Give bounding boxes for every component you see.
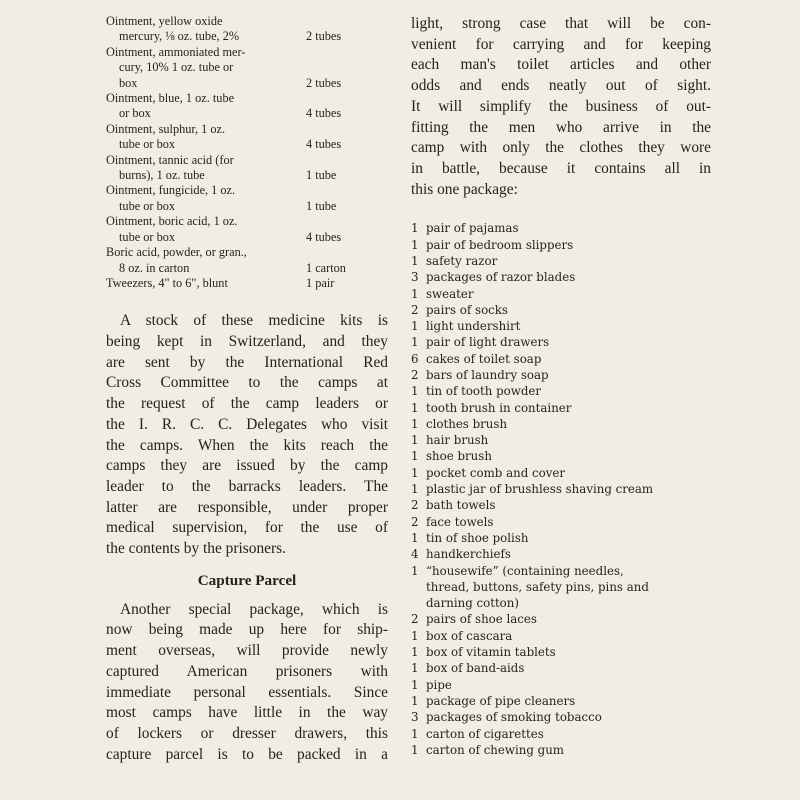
package-item-count: 1 bbox=[411, 482, 419, 497]
package-item bbox=[411, 334, 711, 350]
right-column bbox=[411, 14, 711, 758]
package-item-text bbox=[426, 546, 711, 562]
paragraph-capture-parcel bbox=[106, 600, 388, 766]
package-item-line: shoe brush bbox=[426, 449, 492, 464]
package-item bbox=[411, 253, 711, 269]
package-item-count: 1 bbox=[411, 319, 419, 334]
text-line: captured American prisoners with bbox=[106, 662, 388, 680]
package-item-line: pipe bbox=[426, 677, 452, 692]
text-line: venient for carrying and for keeping bbox=[411, 35, 711, 53]
text-line: camps they are issued by the camp bbox=[106, 457, 388, 475]
supply-item-description bbox=[106, 183, 300, 214]
package-item bbox=[411, 351, 711, 367]
package-item bbox=[411, 611, 711, 627]
package-item bbox=[411, 660, 711, 676]
package-item-count: 2 bbox=[411, 498, 419, 513]
package-item-text bbox=[426, 318, 711, 334]
section-heading-capture-parcel: Capture Parcel bbox=[197, 571, 297, 589]
text-line: the contents by the prisoners. bbox=[106, 540, 286, 558]
package-item-count: 1 bbox=[411, 693, 419, 708]
supply-item-line: Ointment, ammoniated mer- bbox=[106, 44, 246, 59]
supply-table-row bbox=[106, 153, 388, 184]
supply-item-line: tube or box bbox=[119, 229, 176, 244]
text-line: medical supervision, for the use of bbox=[106, 519, 388, 537]
package-item bbox=[411, 237, 711, 253]
supply-table-row bbox=[106, 45, 388, 91]
supply-item-line: Ointment, tannic acid (for bbox=[106, 152, 234, 167]
package-item bbox=[411, 416, 711, 432]
package-item bbox=[411, 514, 711, 530]
supply-table-row bbox=[106, 276, 388, 291]
package-item-text bbox=[426, 367, 711, 383]
text-line: light, strong case that will be con- bbox=[411, 15, 711, 32]
package-item-text bbox=[426, 334, 711, 350]
text-line: odds and ends neatly out of sight. bbox=[411, 77, 711, 95]
text-line: of lockers or dresser drawers, this bbox=[106, 724, 388, 742]
supply-item-description bbox=[106, 14, 300, 45]
package-item-count: 1 bbox=[411, 433, 419, 448]
package-item-text bbox=[426, 660, 711, 676]
package-item-line: package of pipe cleaners bbox=[426, 693, 576, 708]
package-item bbox=[411, 497, 711, 513]
package-item-line: plastic jar of brushless shaving cream bbox=[426, 482, 654, 497]
package-item bbox=[411, 530, 711, 546]
supply-item-line: tube or box bbox=[119, 198, 176, 213]
supply-item-quantity: 4 tubes bbox=[306, 106, 342, 121]
package-item-text bbox=[426, 383, 711, 399]
package-item bbox=[411, 742, 711, 758]
package-item bbox=[411, 546, 711, 562]
package-item-line: safety razor bbox=[426, 253, 498, 268]
package-item-line: hair brush bbox=[426, 433, 489, 448]
package-item bbox=[411, 432, 711, 448]
package-item-text bbox=[426, 269, 711, 285]
package-item bbox=[411, 726, 711, 742]
text-line: camp with only the clothes they wore bbox=[411, 139, 711, 157]
package-item bbox=[411, 269, 711, 285]
package-item-line: pair of bedroom slippers bbox=[426, 237, 574, 252]
supply-item-quantity: 1 carton bbox=[306, 260, 346, 275]
package-item-line: bars of laundry soap bbox=[426, 368, 549, 382]
package-item-line: tooth brush in container bbox=[426, 400, 572, 415]
supply-item-line: mercury, ⅛ oz. tube, 2% bbox=[119, 29, 240, 44]
supply-table-row bbox=[106, 122, 388, 153]
package-item-count: 2 bbox=[411, 368, 419, 382]
package-item-line: carton of cigarettes bbox=[426, 726, 544, 741]
package-item bbox=[411, 302, 711, 318]
text-line: are sent by the International Red bbox=[106, 353, 388, 371]
package-item-line: face towels bbox=[426, 514, 494, 529]
package-item-text bbox=[426, 563, 711, 612]
package-item-line: handkerchiefs bbox=[426, 547, 511, 562]
package-item-count: 1 bbox=[411, 677, 419, 692]
package-item-text bbox=[426, 726, 711, 742]
package-item-count: 6 bbox=[411, 351, 419, 366]
text-line: in battle, because it contains all in bbox=[411, 159, 711, 177]
package-item-line: “housewife” (containing needles, bbox=[426, 563, 624, 578]
supply-item-line: Ointment, fungicide, 1 oz. bbox=[106, 183, 236, 198]
package-item bbox=[411, 465, 711, 481]
supply-item-description bbox=[106, 153, 300, 184]
supply-item-line: 8 oz. in carton bbox=[119, 260, 190, 275]
package-item-count: 3 bbox=[411, 270, 419, 285]
supply-item-quantity: 2 tubes bbox=[306, 75, 342, 90]
supply-item-description bbox=[106, 214, 300, 245]
supply-item-line: Ointment, blue, 1 oz. tube bbox=[106, 91, 235, 106]
text-line: immediate personal essentials. Since bbox=[106, 683, 388, 701]
text-line: the camps. When the kits reach the bbox=[106, 436, 388, 454]
package-item bbox=[411, 400, 711, 416]
text-line: being kept in Switzerland, and they bbox=[106, 333, 388, 351]
package-contents-list bbox=[411, 220, 711, 758]
package-item-line: sweater bbox=[426, 286, 474, 301]
supply-item-description bbox=[106, 122, 300, 153]
package-item-line: clothes brush bbox=[426, 416, 508, 431]
supply-item-line: Ointment, yellow oxide bbox=[106, 14, 223, 28]
package-item bbox=[411, 220, 711, 236]
package-item-count: 1 bbox=[411, 221, 419, 236]
text-line: the request of the camp leaders or bbox=[106, 395, 388, 413]
paragraph-medicine-kits bbox=[106, 311, 388, 559]
package-item-line: tin of shoe polish bbox=[426, 530, 529, 545]
package-item-count: 1 bbox=[411, 563, 419, 578]
package-item-text bbox=[426, 400, 711, 416]
package-item-count: 2 bbox=[411, 514, 419, 529]
package-item-text bbox=[426, 432, 711, 448]
package-item-line: light undershirt bbox=[426, 319, 521, 334]
package-item bbox=[411, 709, 711, 725]
text-line: the I. R. C. C. Delegates who visit bbox=[106, 415, 388, 433]
package-item-text bbox=[426, 611, 711, 627]
text-line: A stock of these medicine kits is bbox=[120, 312, 388, 330]
text-line: ment overseas, will provide newly bbox=[106, 642, 388, 660]
supply-item-line: tube or box bbox=[119, 137, 176, 152]
package-item-line: packages of smoking tobacco bbox=[426, 710, 602, 725]
supply-item-quantity: 2 tubes bbox=[306, 29, 342, 44]
package-item-line: pocket comb and cover bbox=[426, 465, 566, 480]
text-line: this one package: bbox=[411, 180, 518, 198]
package-item bbox=[411, 693, 711, 709]
package-item-count: 3 bbox=[411, 710, 419, 725]
supply-item-quantity: 1 tube bbox=[306, 198, 337, 213]
supply-item-description bbox=[106, 245, 300, 276]
supply-item-line: box bbox=[119, 75, 138, 90]
package-item-count: 1 bbox=[411, 237, 419, 252]
supply-item-description bbox=[106, 91, 300, 122]
package-item-text bbox=[426, 465, 711, 481]
supply-table-row bbox=[106, 91, 388, 122]
package-item-count: 1 bbox=[411, 742, 419, 757]
package-item bbox=[411, 286, 711, 302]
supply-table-row bbox=[106, 183, 388, 214]
text-line: It will simplify the business of out- bbox=[411, 97, 711, 115]
package-item-text bbox=[426, 497, 711, 513]
package-item bbox=[411, 563, 711, 612]
text-line: now being made up here for ship- bbox=[106, 621, 388, 639]
package-item bbox=[411, 383, 711, 399]
package-item-text bbox=[426, 514, 711, 530]
package-item-text bbox=[426, 481, 711, 497]
left-column bbox=[106, 14, 388, 765]
package-item-count: 1 bbox=[411, 645, 419, 660]
package-item-text bbox=[426, 530, 711, 546]
package-item-line: thread, buttons, safety pins, pins and bbox=[426, 579, 649, 594]
package-item-line: box of band-aids bbox=[426, 661, 525, 676]
package-item bbox=[411, 628, 711, 644]
supply-item-line: cury, 10% 1 oz. tube or bbox=[119, 60, 234, 75]
text-line: fitting the men who arrive in the bbox=[411, 118, 711, 136]
package-item-text bbox=[426, 693, 711, 709]
package-item-text bbox=[426, 742, 711, 758]
package-item-count: 1 bbox=[411, 449, 419, 464]
package-item bbox=[411, 644, 711, 660]
text-line: Cross Committee to the camps at bbox=[106, 374, 388, 392]
supply-item-quantity: 1 pair bbox=[306, 275, 335, 290]
package-item-count: 1 bbox=[411, 628, 419, 643]
package-item-line: pairs of shoe laces bbox=[426, 612, 537, 627]
package-item-line: pair of light drawers bbox=[426, 335, 550, 350]
supply-item-line: Ointment, boric acid, 1 oz. bbox=[106, 214, 238, 229]
package-item-count: 1 bbox=[411, 661, 419, 676]
package-item-text bbox=[426, 677, 711, 693]
package-item-line: darning cotton) bbox=[426, 596, 519, 611]
package-item-line: box of cascara bbox=[426, 628, 513, 643]
package-item-line: pair of pajamas bbox=[426, 221, 519, 236]
text-line: most camps have little in the way bbox=[106, 704, 388, 722]
package-item bbox=[411, 318, 711, 334]
package-item-line: box of vitamin tablets bbox=[426, 645, 556, 660]
supply-item-description bbox=[106, 276, 300, 291]
supply-item-line: burns), 1 oz. tube bbox=[119, 168, 205, 183]
package-item-text bbox=[426, 286, 711, 302]
supply-table-row bbox=[106, 14, 388, 45]
package-item-text bbox=[426, 220, 711, 236]
package-item-text bbox=[426, 416, 711, 432]
package-item-count: 1 bbox=[411, 384, 419, 399]
package-item-count: 1 bbox=[411, 530, 419, 545]
supply-table-row bbox=[106, 245, 388, 276]
text-line: Another special package, which is bbox=[120, 600, 388, 618]
supply-item-line: Tweezers, 4" to 6", blunt bbox=[106, 275, 228, 290]
package-item-count: 1 bbox=[411, 253, 419, 268]
paragraph-capture-parcel-continued bbox=[411, 14, 711, 200]
package-item-text bbox=[426, 709, 711, 725]
package-item-line: carton of chewing gum bbox=[426, 742, 564, 757]
package-item-count: 1 bbox=[411, 416, 419, 431]
package-item-line: tin of tooth powder bbox=[426, 384, 542, 399]
package-item-count: 1 bbox=[411, 400, 419, 415]
package-item bbox=[411, 481, 711, 497]
package-item bbox=[411, 677, 711, 693]
supply-item-description bbox=[106, 45, 300, 91]
supply-item-quantity: 1 tube bbox=[306, 168, 337, 183]
package-item-text bbox=[426, 351, 711, 367]
text-line: capture parcel is to be packed in a bbox=[106, 745, 388, 763]
package-item-line: pairs of socks bbox=[426, 302, 508, 317]
package-item-line: packages of razor blades bbox=[426, 270, 576, 285]
supply-item-quantity: 4 tubes bbox=[306, 229, 342, 244]
supply-table-row bbox=[106, 214, 388, 245]
package-item-count: 2 bbox=[411, 612, 419, 627]
package-item-count: 4 bbox=[411, 547, 419, 562]
text-line: each man's toilet articles and other bbox=[411, 56, 711, 74]
package-item-count: 1 bbox=[411, 335, 419, 350]
package-item-text bbox=[426, 448, 711, 464]
package-item-count: 1 bbox=[411, 726, 419, 741]
package-item-count: 1 bbox=[411, 465, 419, 480]
supply-table-body bbox=[106, 14, 388, 291]
supply-table bbox=[106, 14, 388, 291]
supply-item-line: or box bbox=[119, 106, 151, 121]
package-item bbox=[411, 367, 711, 383]
package-item-line: cakes of toilet soap bbox=[426, 351, 542, 366]
package-item-line: bath towels bbox=[426, 498, 496, 513]
package-item-text bbox=[426, 644, 711, 660]
supply-item-line: Boric acid, powder, or gran., bbox=[106, 245, 247, 260]
package-item-text bbox=[426, 253, 711, 269]
text-line: latter are responsible, under proper bbox=[106, 498, 388, 516]
package-item-count: 1 bbox=[411, 286, 419, 301]
supply-item-line: Ointment, sulphur, 1 oz. bbox=[106, 121, 226, 136]
package-item-count: 2 bbox=[411, 302, 419, 317]
text-line: leader to the barracks leaders. The bbox=[106, 477, 388, 495]
package-item-text bbox=[426, 237, 711, 253]
package-item bbox=[411, 448, 711, 464]
package-item-text bbox=[426, 628, 711, 644]
package-item-text bbox=[426, 302, 711, 318]
supply-item-quantity: 4 tubes bbox=[306, 137, 342, 152]
